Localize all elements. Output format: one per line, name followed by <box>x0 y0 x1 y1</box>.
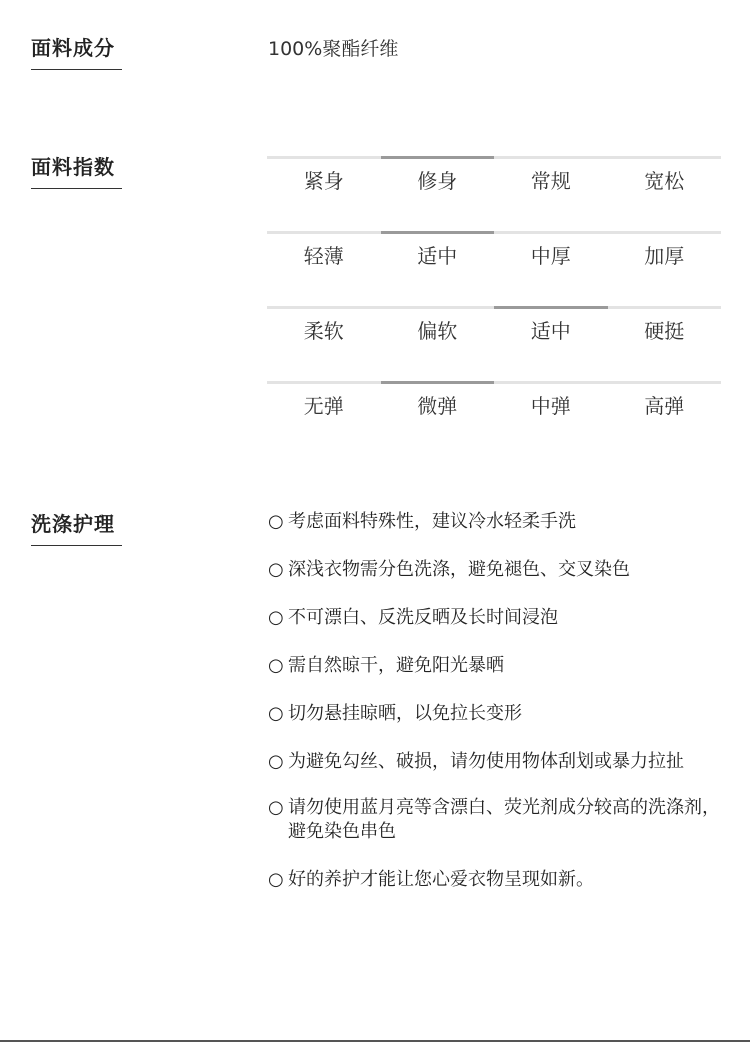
care-item-text: 请勿使用蓝月亮等含漂白、荧光剂成分较高的洗涤剂，避免染色串色 <box>288 797 720 842</box>
circle-bullet-icon: ○ <box>268 607 284 628</box>
circle-bullet-icon: ○ <box>268 559 284 580</box>
circle-bullet-icon: ○ <box>268 655 284 676</box>
care-item-text: 为避免勾丝、破损，请勿使用物体刮划或暴力拉扯 <box>288 751 684 772</box>
index-option: 适中 <box>530 319 571 343</box>
care-item-text: 深浅衣物需分色洗涤，避免褪色、交叉染色 <box>288 559 630 580</box>
circle-bullet-icon: ○ <box>268 703 284 724</box>
composition-label-underline <box>31 69 122 70</box>
index-option: 宽松 <box>644 169 685 193</box>
index-option: 中弹 <box>530 394 571 418</box>
index-option: 硬挺 <box>644 319 685 343</box>
care-item <box>268 796 728 844</box>
fabric-index-row-softness <box>267 306 721 381</box>
composition-label-text: 面料成分 <box>31 36 115 60</box>
composition-label <box>31 38 122 70</box>
fabric-index-row-fit <box>267 156 721 231</box>
fabric-index-row-elasticity <box>267 381 721 456</box>
care-item <box>268 868 728 892</box>
index-option: 中厚 <box>530 244 571 268</box>
composition-value: 100%聚酯纤维 <box>268 38 399 60</box>
index-option: 微弹 <box>417 394 458 418</box>
care-item-text: 不可漂白、反洗反晒及长时间浸泡 <box>288 607 558 628</box>
care-label <box>31 514 122 546</box>
index-option: 偏软 <box>417 319 458 343</box>
care-item <box>268 750 728 774</box>
index-option: 修身 <box>417 169 458 193</box>
index-option: 柔软 <box>303 319 344 343</box>
care-item <box>268 606 728 630</box>
care-instructions-list <box>268 510 728 916</box>
care-item-text: 好的养护才能让您心爱衣物呈现如新。 <box>288 869 594 890</box>
care-label-text: 洗涤护理 <box>31 512 115 536</box>
index-option: 适中 <box>417 244 458 268</box>
fabric-index-label-text: 面料指数 <box>31 155 115 179</box>
fabric-index-row-thickness <box>267 231 721 306</box>
index-option: 紧身 <box>303 169 344 193</box>
index-option: 轻薄 <box>303 244 344 268</box>
circle-bullet-icon: ○ <box>268 797 284 818</box>
care-item <box>268 558 728 582</box>
fabric-index-label-underline <box>31 188 122 189</box>
care-item-text: 切勿悬挂晾晒，以免拉长变形 <box>288 703 522 724</box>
circle-bullet-icon: ○ <box>268 751 284 772</box>
care-item-text: 需自然晾干，避免阳光暴晒 <box>288 655 504 676</box>
care-item <box>268 654 728 678</box>
care-label-underline <box>31 545 122 546</box>
fabric-index-grid <box>267 156 721 456</box>
circle-bullet-icon: ○ <box>268 511 284 532</box>
index-option: 加厚 <box>644 244 685 268</box>
index-option: 无弹 <box>303 394 344 418</box>
bottom-divider <box>0 1040 750 1042</box>
care-item <box>268 702 728 726</box>
index-option: 高弹 <box>644 394 685 418</box>
fabric-index-label <box>31 157 122 189</box>
care-item <box>268 510 728 534</box>
circle-bullet-icon: ○ <box>268 869 284 890</box>
care-item-text: 考虑面料特殊性，建议冷水轻柔手洗 <box>288 511 576 532</box>
index-option: 常规 <box>530 169 571 193</box>
